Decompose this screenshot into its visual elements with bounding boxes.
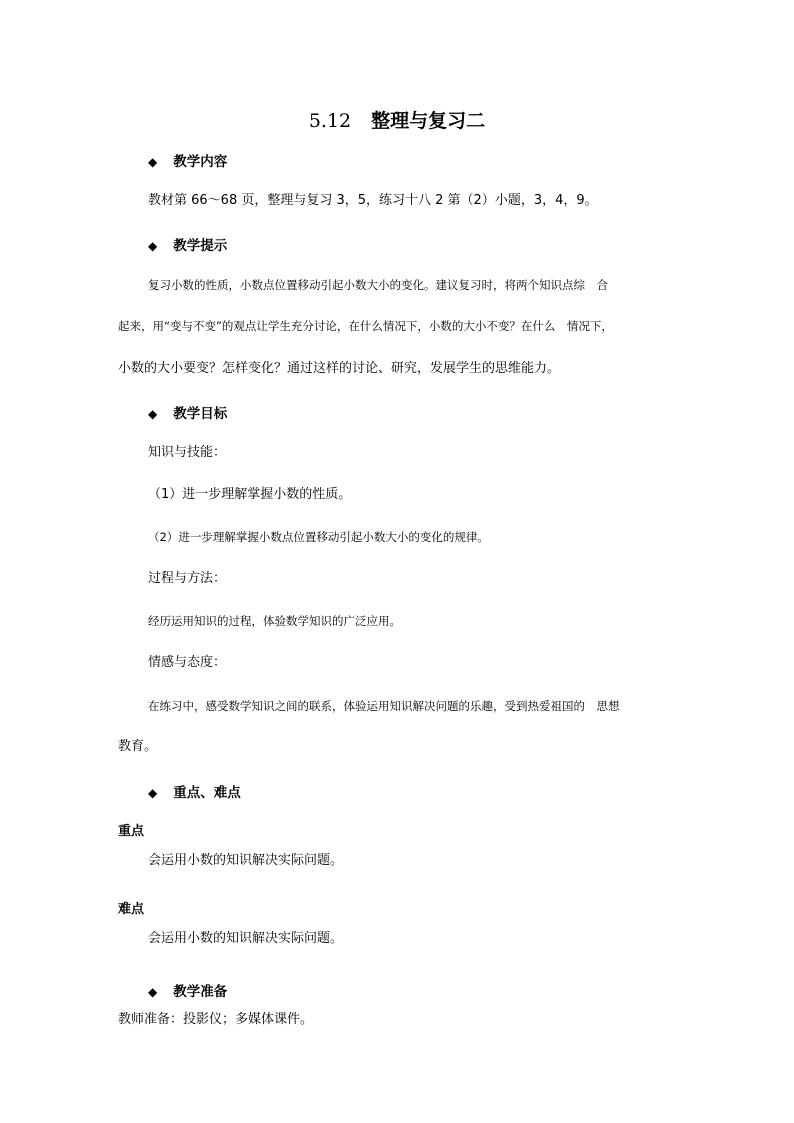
section-heading-key-points: [148, 781, 241, 801]
diamond-bullet-icon: ◆: [148, 155, 158, 169]
tips-line-2: 起来，用“变与不变”的观点让学生充分讨论，在什么情况下，小数的大小不变？在什么 情况下，: [118, 319, 613, 333]
process-label: 过程与方法：: [148, 571, 227, 586]
diamond-bullet-icon: ◆: [148, 786, 158, 800]
lesson-title: 整理与复习二: [371, 110, 486, 132]
diamond-bullet-icon: ◆: [148, 239, 158, 253]
key-text: 会运用小数的知识解决实际问题。: [148, 853, 344, 868]
emotion-label: 情感与态度：: [148, 655, 227, 670]
preparation-text: 教师准备：投影仪；多媒体课件。: [118, 1012, 314, 1027]
emotion-line-1: 在练习中，感受数学知识之间的联系，体验运用知识解决问题的乐趣，受到热爱祖国的 思想: [148, 699, 620, 713]
lesson-number: 5.12: [308, 110, 352, 132]
knowledge-item-1: （1）进一步理解掌握小数的性质。: [148, 487, 352, 502]
process-text: 经历运用知识的过程，体验数学知识的广泛应用。: [148, 614, 401, 628]
content-text: 教材第 66～68 页，整理与复习 3，5，练习十八 2 第（2）小题，3，4，9。: [148, 193, 598, 208]
difficult-label: 难点: [118, 902, 145, 917]
difficult-text: 会运用小数的知识解决实际问题。: [148, 931, 344, 946]
section-heading-preparation: [148, 980, 227, 1000]
tips-line-1: 复习小数的性质，小数点位置移动引起小数大小的变化。建议复习时，将两个知识点综 合: [148, 278, 608, 292]
page-title: [0, 106, 794, 133]
heading-text: 教学内容: [173, 154, 228, 170]
heading-text: 教学目标: [173, 406, 228, 422]
heading-text: 教学提示: [173, 238, 228, 254]
knowledge-item-2: （2）进一步理解掌握小数点位置移动引起小数大小的变化的规律。: [148, 530, 489, 544]
section-heading-goals: [148, 402, 227, 422]
section-heading-content: [148, 150, 227, 170]
heading-text: 重点、难点: [173, 785, 241, 801]
emotion-line-2: 教育。: [118, 739, 158, 754]
section-heading-tips: [148, 234, 227, 254]
diamond-bullet-icon: ◆: [148, 985, 158, 999]
diamond-bullet-icon: ◆: [148, 407, 158, 421]
knowledge-label: 知识与技能：: [148, 445, 227, 460]
tips-line-3: 小数的大小要变？怎样变化？通过这样的讨论、研究，发展学生的思维能力。: [118, 361, 561, 376]
key-label: 重点: [118, 824, 145, 839]
heading-text: 教学准备: [173, 984, 228, 1000]
